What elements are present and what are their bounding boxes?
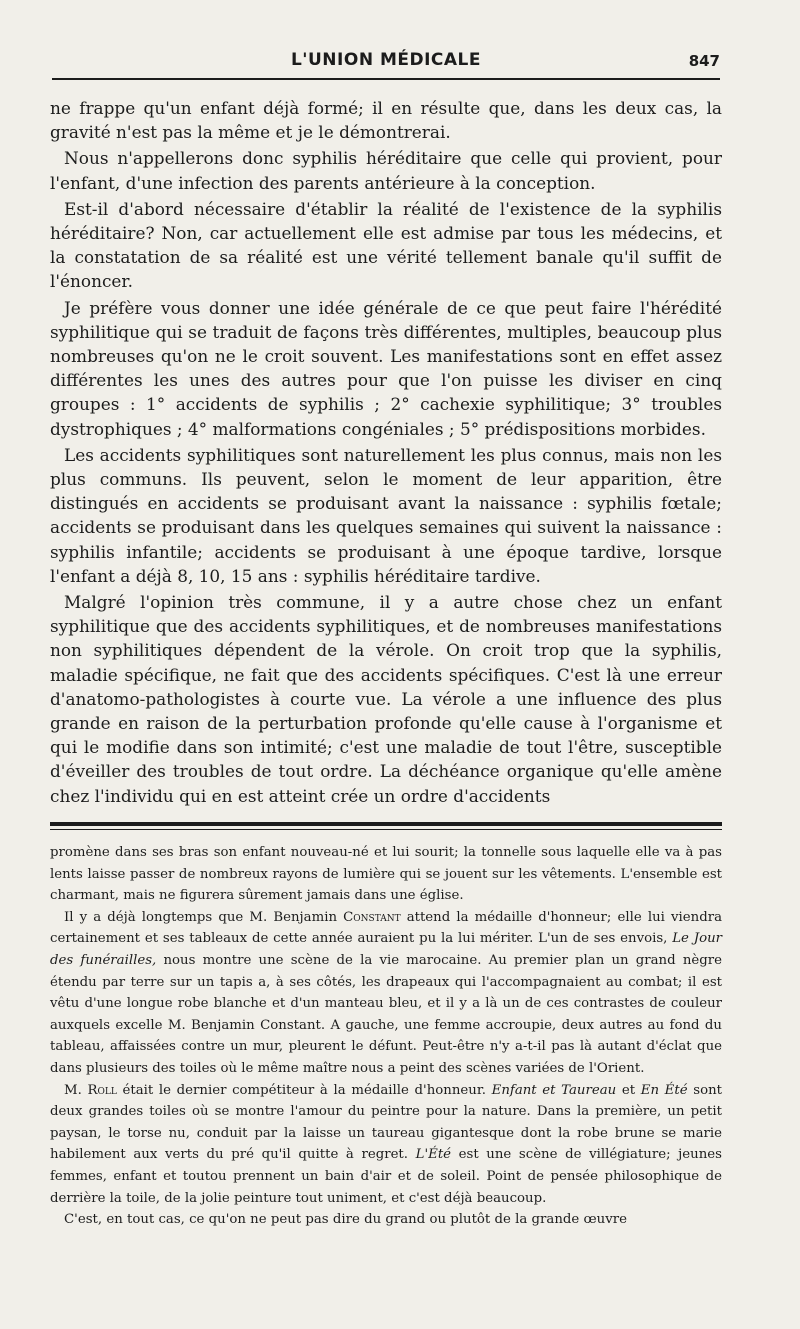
artist-name: Roll <box>87 1082 117 1098</box>
footnote-text <box>50 842 722 1231</box>
paragraph: Je préfère vous donner une idée générale de ce que peut faire l'hérédité syphilitique qui se traduit de façons très différentes, multiples, beaucoup plus nombreuses qu'on ne le croit souvent. Les manifestations sont en effet assez différentes les unes des autres pour que l'on puisse les diviser en cinq groupes : 1° accidents de syphilis ; 2° cachexie syphilitique; 3° troubles dystrophiques ; 4° malformations congéniales ; 5° prédispositions morbides. <box>50 297 722 439</box>
footnote-text-run: et <box>616 1082 641 1098</box>
footnote-text-run: est une scène de villégiature; jeunes femmes, enfant et toutou prennent un bain d'air et de soleil. Point de pensée philosophique de derrière la toile, de la jolie peinture tout uniment, et c'est déjà beaucoup. <box>50 1147 722 1206</box>
footnote-text-run: était le dernier compétiteur à la médaille d'honneur. <box>116 1082 492 1098</box>
paragraph: Est-il d'abord nécessaire d'établir la réalité de l'existence de la syphilis héréditaire? Non, car actuellement elle est admise par tous les médecins, et la constatation de sa réalité est une vérité tellement banale qu'il suffit de l'énoncer. <box>50 198 722 292</box>
footnote-paragraph <box>50 1080 722 1210</box>
footnote-rule <box>50 822 722 826</box>
footnote-rule-thin <box>50 829 722 830</box>
footnote-text-run: attend la médaille d'honneur; elle lui viendra certainement et ses tableaux de cette année auraient pu la lui mériter. L'un de ses envois, <box>50 909 722 947</box>
paragraph: Malgré l'opinion très commune, il y a autre chose chez un enfant syphilitique que des accidents syphilitiques, et de nombreuses manifestations non syphilitiques dépendent de la vérole. On croit trop que la syphilis, maladie spécifique, ne fait que des accidents spécifiques. C'est là une erreur d'anatomo-pathologistes à courte vue. La vérole a une influence des plus grande en raison de la perturbation profonde qu'elle cause à l'organisme et qui le modifie dans son intimité; c'est une maladie de tout l'être, susceptible d'éveiller des troubles de tout ordre. La déchéance organique qu'elle amène chez l'individu qui en est atteint crée un ordre d'accidents <box>50 592 722 806</box>
artwork-title: Enfant et Taureau <box>491 1082 617 1098</box>
paragraph: Nous n'appellerons donc syphilis héréditaire que celle qui provient, pour l'enfant, d'une infection des parents antérieure à la conception. <box>50 148 722 193</box>
footnote-paragraph: promène dans ses bras son enfant nouveau-né et lui sourit; la tonnelle sous laquelle elle va à pas lents laisse passer de nombreux rayons de lumière qui se jouent sur les vêtements. L'ensemble est charmant, mais ne figurera sûrement jamais dans une église. <box>50 845 722 904</box>
footnote-text-run: Il y a déjà longtemps que M. Benjamin <box>64 909 344 925</box>
footnote-paragraph <box>50 907 722 1080</box>
page-number: 847 <box>688 52 720 70</box>
footnote-paragraph: C'est, en tout cas, ce qu'on ne peut pas dire du grand ou plutôt de la grande œuvre <box>64 1212 627 1228</box>
footnote-text-run: M. <box>64 1082 88 1098</box>
artwork-title: L'Été <box>415 1147 452 1163</box>
artwork-title: Le Jour des funérailles, <box>50 931 722 968</box>
footnote-text-run: sont deux grandes toiles où se montre l'amour du peintre pour la nature. Dans la première, un petit paysan, le torse nu, conduit par la laisse un taureau gigantesque dont la robe brune se marie habilement aux verts du pré qu'il quitte à regret. <box>50 1082 722 1163</box>
page-header <box>52 46 720 76</box>
main-text <box>50 96 722 810</box>
paragraph: ne frappe qu'un enfant déjà formé; il en résulte que, dans les deux cas, la gravité n'est pas la même et je le démontrerai. <box>50 98 722 143</box>
paragraph: Les accidents syphilitiques sont naturellement les plus connus, mais non les plus communs. Ils peuvent, selon le moment de leur apparition, être distingués en accidents se produisant avant la naissance : syphilis fœtale; accidents se produisant dans les quelques semaines qui suivent la naissance : syphilis infantile; accidents se produisant à une époque tardive, lorsque l'enfant a déjà 8, 10, 15 ans : syphilis héréditaire tardive. <box>50 444 722 586</box>
artist-name: Constant <box>343 909 401 925</box>
footnote-text-run: nous montre une scène de la vie marocaine. Au premier plan un grand nègre étendu par terre sur un tapis a, à ses côtés, les drapeaux qui l'accompagnaient au combat; il est vêtu d'une longue robe blanche et d'un manteau bleu, et il y a là un de ces contrastes de couleur auxquels excelle M. Benjamin Constant. A gauche, une femme accroupie, deux autres au fond du tableau, affaissées contre un mur, pleurent le défunt. Peut-être n'y a-t-il pas là autant d'éclat que dans plusieurs des toiles où le même maître nous a peint des scènes variées de l'Orient. <box>50 952 722 1076</box>
running-title: L'UNION MÉDICALE <box>290 50 482 70</box>
header-rule <box>52 78 720 80</box>
artwork-title: En Été <box>640 1082 688 1098</box>
